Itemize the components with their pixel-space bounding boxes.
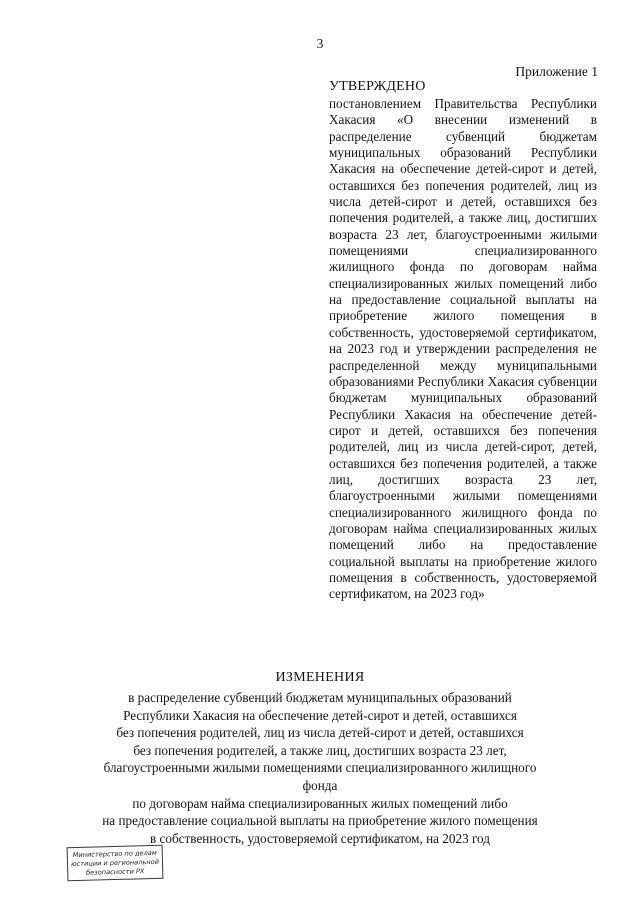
changes-subtitle-line: без попечения родителей, а также лиц, достигших возраста 23 лет, (133, 742, 507, 758)
changes-heading: ИЗМЕНЕНИЯ (275, 670, 365, 685)
changes-subtitle-line: Республики Хакасия на обеспечение детей-сирот и детей, оставшихся (123, 707, 517, 723)
stamp-line: юстиции и региональной (70, 857, 160, 869)
stamp-line: Министерство по делам (72, 848, 157, 860)
page-number: 3 (316, 36, 324, 51)
changes-subtitle-line: в распределение субвенций бюджетам муниципальных образований (128, 690, 512, 705)
stamp-line: безопасности РХ (85, 867, 145, 877)
ministry-stamp (67, 845, 164, 882)
changes-subtitle (90, 689, 550, 847)
changes-subtitle-line: без попечения родителей, лиц из числа детей-сирот и детей, оставшихся (116, 725, 524, 741)
approval-block (329, 78, 597, 603)
changes-subtitle-line: в собственность, удостоверяемой сертификатом, на 2023 год (150, 830, 490, 846)
approved-heading: УТВЕРЖДЕНО (329, 79, 426, 94)
appendix-label: Приложение 1 (515, 64, 598, 79)
changes-subtitle-line: благоустроенными жилыми помещениями специализированного жилищного фонда (103, 760, 537, 793)
changes-subtitle-line: на предоставление социальной выплаты на приобретение жилого помещения (102, 813, 538, 829)
approved-resolution-text: постановлением Правительства Республики Хакасия «О внесении изменений в распределение субвенций бюджетам муниципальных образований Республики Хакасия на обеспечение детей-сирот и детей, оставшихся без попечения родителей, лиц из числа детей-сирот и детей, оставшихся без попечения родителей, а также лиц, достигших возраста 23 лет, благоустроенными жилыми помещениями специализированного жилищного фонда по договорам найма специализированных жилых помещений либо на предоставление социальной выплаты на приобретение жилого помещения в собственность, удостоверяемой сертификатом, на 2023 год и утверждении распределения не распределенной между муниципальными образованиями Республики Хакасия субвенции бюджетам муниципальных образований Республики Хакасия на обеспечение детей-сирот и детей, оставшихся без попечения родителей, лиц из числа детей-сирот, детей, оставшихся без попечения родителей, а также лиц, достигших возраста 23 лет, благоустроенными жилыми помещениями специализированного жилищного фонда по договорам найма специализированных жилых помещений либо на предоставление социальной выплаты на приобретение жилого помещения в собственность, удостоверяемой сертификатом, на 2023 год» (329, 96, 597, 602)
changes-subtitle-line: по договорам найма специализированных жилых помещений либо (132, 795, 508, 811)
